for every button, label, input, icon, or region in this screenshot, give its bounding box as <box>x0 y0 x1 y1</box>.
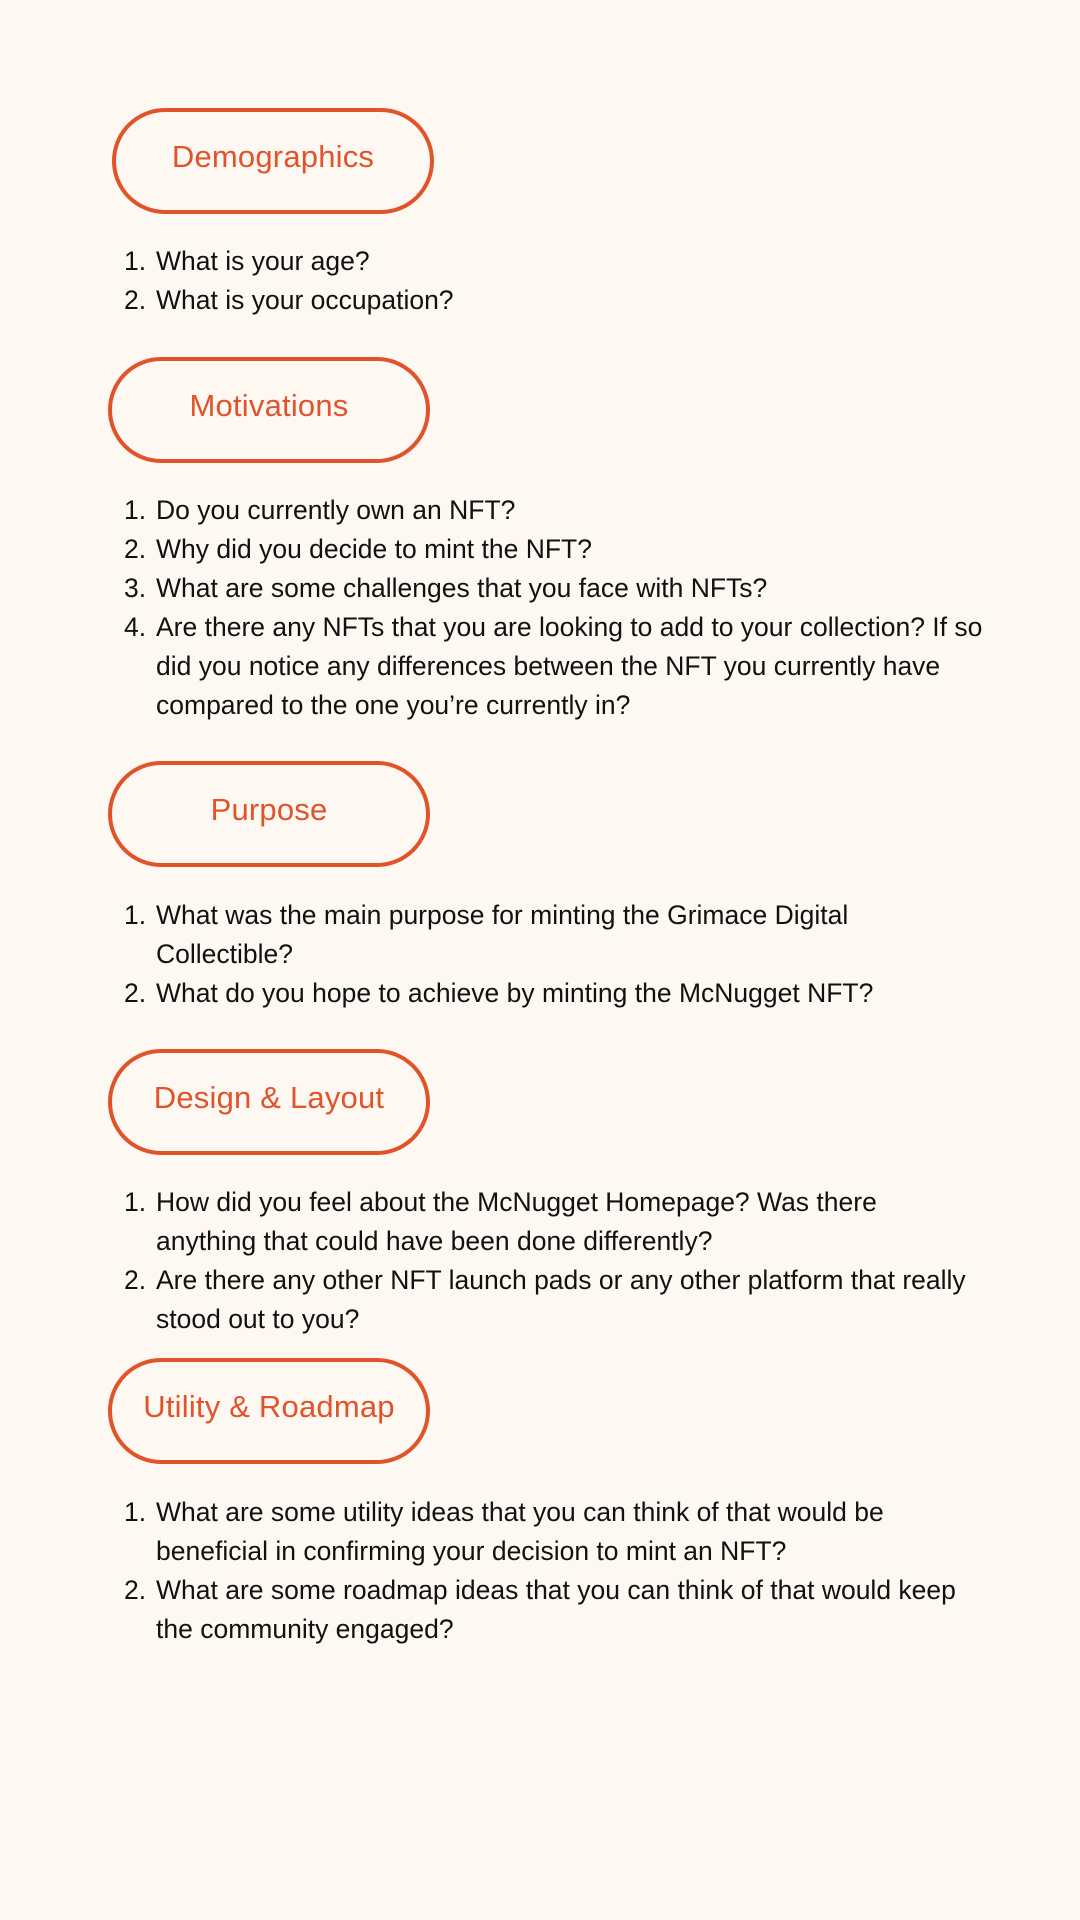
question-item <box>124 608 984 725</box>
question-number: 1. <box>124 495 147 525</box>
question-list-motivations <box>124 491 984 725</box>
question-text: Are there any NFTs that you are looking to add to your collection? If so did you notice any differences between the NFT you currently have compared to the one you’re currently in? <box>156 612 983 720</box>
question-number: 2. <box>124 285 147 315</box>
question-number: 2. <box>124 1265 147 1295</box>
section-heading-design-layout <box>108 1049 430 1155</box>
question-item <box>124 242 984 281</box>
question-list-utility-roadmap <box>124 1493 984 1649</box>
question-item <box>124 1493 984 1571</box>
question-number: 1. <box>124 900 147 930</box>
question-number: 1. <box>124 246 147 276</box>
question-item <box>124 896 984 974</box>
question-text: What was the main purpose for minting the Grimace Digital Collectible? <box>156 900 849 969</box>
question-item <box>124 569 984 608</box>
question-text: How did you feel about the McNugget Homepage? Was there anything that could have been done differently? <box>156 1187 877 1256</box>
section-heading-motivations <box>108 357 430 463</box>
question-number: 3. <box>124 573 147 603</box>
question-text: What do you hope to achieve by minting the McNugget NFT? <box>156 978 874 1008</box>
section-title: Design & Layout <box>153 1080 385 1115</box>
section-title: Purpose <box>210 792 328 827</box>
section-heading-demographics <box>112 108 434 214</box>
section-title: Utility & Roadmap <box>143 1389 395 1424</box>
question-item <box>124 1183 984 1261</box>
question-item <box>124 530 984 569</box>
question-text: What are some challenges that you face with NFTs? <box>156 573 768 603</box>
question-number: 1. <box>124 1497 147 1527</box>
question-text: What is your occupation? <box>156 285 454 315</box>
question-list-purpose <box>124 896 984 1013</box>
question-number: 2. <box>124 1575 147 1605</box>
question-number: 4. <box>124 612 147 642</box>
section-heading-utility-roadmap <box>108 1358 430 1464</box>
section-title: Demographics <box>171 139 375 174</box>
question-item <box>124 1571 984 1649</box>
section-heading-purpose <box>108 761 430 867</box>
question-number: 2. <box>124 978 147 1008</box>
question-item <box>124 281 984 320</box>
question-list-demographics <box>124 242 984 320</box>
question-text: Why did you decide to mint the NFT? <box>156 534 592 564</box>
question-item <box>124 1261 984 1339</box>
question-text: Do you currently own an NFT? <box>156 495 516 525</box>
section-title: Motivations <box>189 388 349 423</box>
question-item <box>124 491 984 530</box>
question-item <box>124 974 984 1013</box>
question-text: What are some roadmap ideas that you can think of that would keep the community engaged? <box>156 1575 956 1644</box>
question-number: 1. <box>124 1187 147 1217</box>
question-list-design-layout <box>124 1183 984 1339</box>
question-text: What are some utility ideas that you can think of that would be beneficial in confirming your decision to mint an NFT? <box>156 1497 884 1566</box>
question-text: Are there any other NFT launch pads or any other platform that really stood out to you? <box>156 1265 966 1334</box>
question-number: 2. <box>124 534 147 564</box>
question-text: What is your age? <box>156 246 370 276</box>
